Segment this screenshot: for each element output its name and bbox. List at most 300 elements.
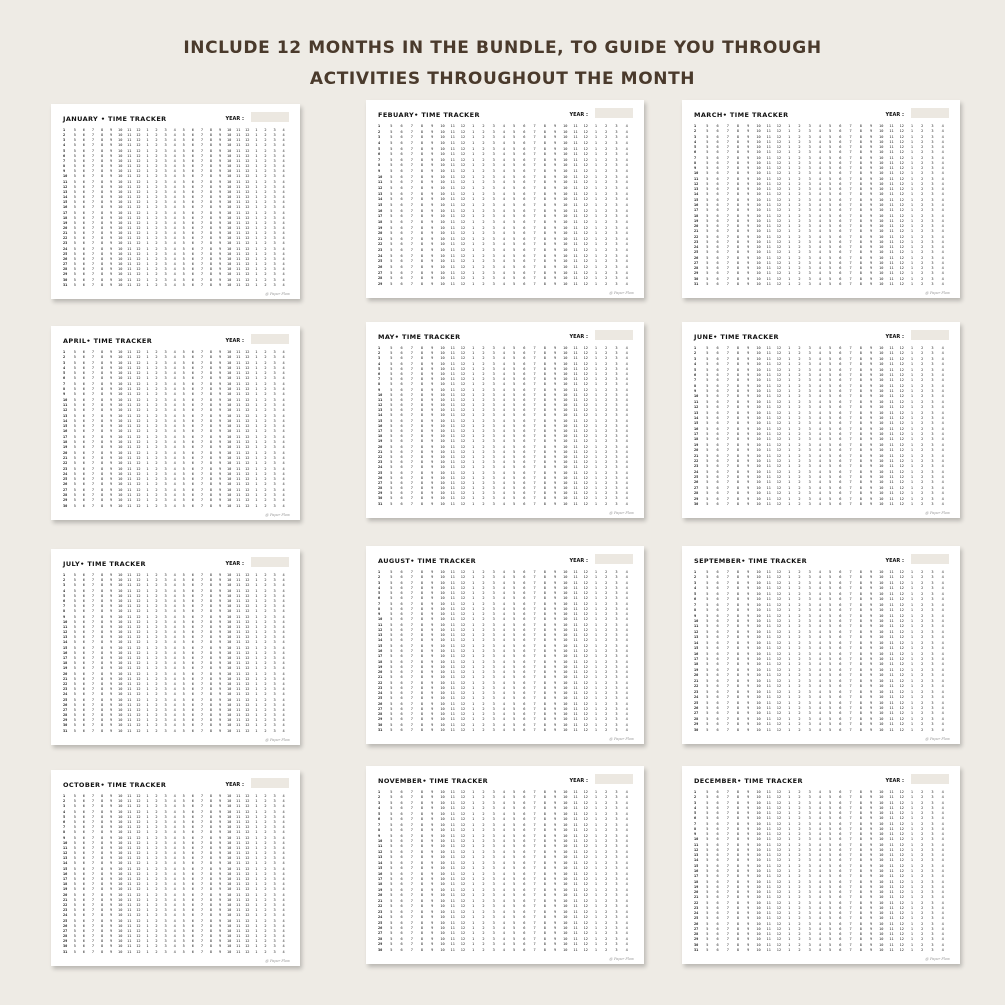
hour-cell[interactable]: 2 <box>798 415 801 420</box>
hour-cell[interactable]: 11 <box>573 214 578 219</box>
hour-cell[interactable]: 6 <box>400 413 403 418</box>
hour-cell[interactable]: 1 <box>146 128 149 132</box>
hour-cell[interactable]: 1 <box>472 444 475 449</box>
hour-cell[interactable]: 7 <box>849 260 852 265</box>
hour-cell[interactable]: 7 <box>533 470 536 475</box>
hour-cell[interactable]: 3 <box>492 423 495 428</box>
hour-cell[interactable]: 8 <box>100 573 104 577</box>
hour-cell[interactable]: 6 <box>839 218 842 223</box>
hour-cell[interactable]: 10 <box>118 387 123 392</box>
hour-cell[interactable]: 8 <box>543 382 546 387</box>
hour-cell[interactable]: 8 <box>736 399 740 404</box>
hour-cell[interactable]: 12 <box>460 135 466 140</box>
hour-cell[interactable]: 9 <box>553 219 557 224</box>
hour-cell[interactable]: 6 <box>191 246 194 251</box>
hour-cell[interactable]: 12 <box>136 392 141 397</box>
hour-cell[interactable]: 12 <box>245 498 250 503</box>
hour-cell[interactable]: 2 <box>482 197 485 202</box>
hour-cell[interactable]: 9 <box>431 236 434 241</box>
hour-cell[interactable]: 3 <box>615 496 618 501</box>
hour-cell[interactable]: 7 <box>200 450 203 455</box>
hour-cell[interactable]: 10 <box>118 408 123 413</box>
hour-cell[interactable]: 10 <box>563 449 568 454</box>
hour-cell[interactable]: 2 <box>921 134 924 139</box>
hour-cell[interactable]: 1 <box>146 573 149 577</box>
hour-cell[interactable]: 7 <box>410 366 413 371</box>
hour-cell[interactable]: 8 <box>543 214 546 219</box>
hour-cell[interactable]: 10 <box>563 276 568 281</box>
hour-cell[interactable]: 9 <box>747 234 750 239</box>
hour-cell[interactable]: 5 <box>73 445 76 450</box>
hour-cell[interactable]: 9 <box>869 432 873 436</box>
hour-cell[interactable]: 4 <box>502 491 505 496</box>
hour-cell[interactable]: 8 <box>543 253 546 258</box>
hour-cell[interactable]: 4 <box>282 583 285 588</box>
hour-cell[interactable]: 11 <box>573 392 578 397</box>
hour-cell[interactable]: 11 <box>236 355 241 360</box>
hour-cell[interactable]: 5 <box>706 129 709 134</box>
hour-cell[interactable]: 12 <box>899 176 904 181</box>
hour-cell[interactable]: 5 <box>706 426 709 431</box>
hour-cell[interactable]: 3 <box>164 413 167 418</box>
hour-cell[interactable]: 2 <box>155 220 158 225</box>
hour-cell[interactable]: 8 <box>209 371 213 376</box>
hour-cell[interactable]: 5 <box>390 377 393 382</box>
hour-cell[interactable]: 11 <box>127 588 132 593</box>
hour-cell[interactable]: 2 <box>921 155 924 160</box>
hour-cell[interactable]: 3 <box>931 501 934 506</box>
hour-cell[interactable]: 7 <box>200 413 203 418</box>
hour-cell[interactable]: 2 <box>798 475 801 479</box>
hour-cell[interactable]: 4 <box>502 361 505 366</box>
hour-cell[interactable]: 4 <box>625 214 628 219</box>
hour-cell[interactable]: 1 <box>910 139 914 144</box>
hour-cell[interactable]: 12 <box>583 208 588 213</box>
hour-cell[interactable]: 12 <box>136 272 141 277</box>
hour-cell[interactable]: 5 <box>73 225 76 230</box>
hour-cell[interactable]: 3 <box>164 246 167 251</box>
hour-cell[interactable]: 11 <box>889 437 894 442</box>
hour-cell[interactable]: 10 <box>756 410 761 415</box>
hour-cell[interactable]: 8 <box>859 202 862 207</box>
hour-cell[interactable]: 12 <box>245 578 250 583</box>
hour-cell[interactable]: 7 <box>533 236 536 241</box>
hour-cell[interactable]: 7 <box>91 593 95 598</box>
hour-cell[interactable]: 5 <box>706 437 709 442</box>
hour-cell[interactable]: 6 <box>839 266 842 271</box>
hour-cell[interactable]: 2 <box>798 124 801 128</box>
hour-cell[interactable]: 9 <box>869 160 873 165</box>
hour-cell[interactable]: 1 <box>146 277 149 282</box>
hour-cell[interactable]: 8 <box>736 480 740 485</box>
hour-cell[interactable]: 2 <box>264 148 267 153</box>
hour-cell[interactable]: 2 <box>155 482 158 487</box>
hour-cell[interactable]: 9 <box>553 225 557 230</box>
hour-cell[interactable]: 12 <box>460 454 466 459</box>
hour-cell[interactable]: 1 <box>472 470 475 475</box>
hour-cell[interactable]: 12 <box>899 197 904 202</box>
hour-cell[interactable]: 1 <box>910 266 914 271</box>
hour-cell[interactable]: 1 <box>146 593 149 598</box>
hour-cell[interactable]: 4 <box>502 152 505 157</box>
hour-cell[interactable]: 2 <box>482 346 485 350</box>
hour-cell[interactable]: 9 <box>747 432 750 436</box>
hour-cell[interactable]: 9 <box>553 371 557 376</box>
hour-cell[interactable]: 11 <box>127 381 132 386</box>
hour-cell[interactable]: 9 <box>431 465 434 470</box>
hour-cell[interactable]: 7 <box>726 234 729 239</box>
hour-cell[interactable]: 5 <box>706 367 709 372</box>
hour-cell[interactable]: 1 <box>472 397 475 402</box>
hour-cell[interactable]: 12 <box>776 276 782 281</box>
hour-cell[interactable]: 12 <box>899 453 904 458</box>
hour-cell[interactable]: 2 <box>798 171 801 176</box>
hour-cell[interactable]: 11 <box>450 460 455 465</box>
hour-cell[interactable]: 5 <box>829 139 832 144</box>
hour-cell[interactable]: 6 <box>716 160 719 165</box>
hour-cell[interactable]: 5 <box>73 381 76 386</box>
hour-cell[interactable]: 3 <box>615 460 618 465</box>
hour-cell[interactable]: 2 <box>264 424 267 429</box>
hour-cell[interactable]: 2 <box>798 453 801 458</box>
hour-cell[interactable]: 8 <box>543 157 546 162</box>
hour-cell[interactable]: 9 <box>553 454 557 459</box>
hour-cell[interactable]: 4 <box>941 234 944 239</box>
hour-cell[interactable]: 2 <box>155 477 158 482</box>
hour-cell[interactable]: 12 <box>776 181 782 186</box>
hour-cell[interactable]: 3 <box>164 445 167 450</box>
hour-cell[interactable]: 12 <box>245 392 250 397</box>
hour-cell[interactable]: 1 <box>255 262 258 267</box>
hour-cell[interactable]: 2 <box>264 471 267 476</box>
hour-cell[interactable]: 6 <box>191 402 194 407</box>
hour-cell[interactable]: 5 <box>706 469 709 474</box>
hour-cell[interactable]: 7 <box>410 259 413 264</box>
hour-cell[interactable]: 5 <box>829 234 832 239</box>
hour-cell[interactable]: 2 <box>605 361 608 366</box>
hour-cell[interactable]: 10 <box>879 405 884 410</box>
hour-cell[interactable]: 8 <box>100 225 104 230</box>
hour-cell[interactable]: 4 <box>173 272 176 277</box>
hour-cell[interactable]: 4 <box>625 371 628 376</box>
hour-cell[interactable]: 1 <box>255 277 258 282</box>
hour-cell[interactable]: 8 <box>420 439 424 444</box>
hour-cell[interactable]: 7 <box>726 224 729 229</box>
hour-cell[interactable]: 7 <box>200 205 203 210</box>
hour-cell[interactable]: 9 <box>553 129 557 134</box>
hour-cell[interactable]: 12 <box>583 408 588 413</box>
hour-cell[interactable]: 1 <box>788 458 791 463</box>
hour-cell[interactable]: 2 <box>798 271 801 276</box>
hour-cell[interactable]: 2 <box>155 200 158 205</box>
hour-cell[interactable]: 3 <box>164 225 167 230</box>
hour-cell[interactable]: 4 <box>941 464 944 469</box>
hour-cell[interactable]: 5 <box>829 229 832 234</box>
hour-cell[interactable]: 8 <box>859 281 862 286</box>
hour-cell[interactable]: 2 <box>921 448 924 453</box>
hour-cell[interactable]: 10 <box>440 475 445 480</box>
hour-cell[interactable]: 2 <box>605 454 608 459</box>
hour-cell[interactable]: 3 <box>615 444 618 449</box>
hour-cell[interactable]: 4 <box>502 129 505 134</box>
hour-cell[interactable]: 12 <box>136 588 141 593</box>
hour-cell[interactable]: 10 <box>563 219 568 224</box>
hour-cell[interactable]: 1 <box>910 351 914 356</box>
hour-cell[interactable]: 1 <box>594 454 598 459</box>
hour-cell[interactable]: 9 <box>869 356 873 361</box>
hour-cell[interactable]: 8 <box>209 392 213 397</box>
hour-cell[interactable]: 2 <box>482 387 485 392</box>
hour-cell[interactable]: 2 <box>482 265 485 270</box>
hour-cell[interactable]: 6 <box>716 202 719 207</box>
hour-cell[interactable]: 9 <box>553 444 557 449</box>
hour-cell[interactable]: 10 <box>563 270 568 275</box>
hour-cell[interactable]: 6 <box>839 426 842 431</box>
hour-cell[interactable]: 12 <box>136 609 141 614</box>
hour-cell[interactable]: 5 <box>513 135 516 140</box>
hour-cell[interactable]: 2 <box>482 157 485 162</box>
hour-cell[interactable]: 7 <box>410 423 413 428</box>
hour-cell[interactable]: 4 <box>502 265 505 270</box>
hour-cell[interactable]: 8 <box>100 174 104 179</box>
hour-cell[interactable]: 6 <box>191 282 194 287</box>
hour-cell[interactable]: 10 <box>226 573 232 577</box>
hour-cell[interactable]: 7 <box>91 262 95 267</box>
hour-cell[interactable]: 3 <box>164 487 167 492</box>
hour-cell[interactable]: 10 <box>879 356 884 361</box>
hour-cell[interactable]: 5 <box>513 351 516 356</box>
hour-cell[interactable]: 2 <box>155 262 158 267</box>
hour-cell[interactable]: 7 <box>200 424 203 429</box>
hour-cell[interactable]: 7 <box>726 160 729 165</box>
hour-cell[interactable]: 1 <box>146 450 149 455</box>
hour-cell[interactable]: 6 <box>82 598 85 603</box>
hour-cell[interactable]: 1 <box>788 362 791 367</box>
hour-cell[interactable]: 7 <box>533 253 536 258</box>
hour-cell[interactable]: 6 <box>82 429 85 434</box>
hour-cell[interactable]: 2 <box>155 614 158 619</box>
hour-cell[interactable]: 11 <box>236 466 241 471</box>
hour-cell[interactable]: 4 <box>502 186 505 191</box>
hour-cell[interactable]: 8 <box>859 415 862 420</box>
hour-cell[interactable]: 1 <box>255 371 258 376</box>
hour-cell[interactable]: 5 <box>829 410 832 415</box>
hour-cell[interactable]: 11 <box>236 205 241 210</box>
hour-cell[interactable]: 4 <box>818 356 821 361</box>
hour-cell[interactable]: 4 <box>173 466 176 471</box>
hour-cell[interactable]: 3 <box>273 434 276 439</box>
hour-cell[interactable]: 5 <box>182 578 185 583</box>
hour-cell[interactable]: 11 <box>573 140 578 145</box>
hour-cell[interactable]: 12 <box>899 389 904 393</box>
hour-cell[interactable]: 6 <box>191 148 194 153</box>
hour-cell[interactable]: 7 <box>410 454 413 459</box>
hour-cell[interactable]: 5 <box>513 480 516 485</box>
hour-cell[interactable]: 9 <box>553 429 557 433</box>
hour-cell[interactable]: 7 <box>200 429 203 434</box>
hour-cell[interactable]: 1 <box>472 225 475 230</box>
hour-cell[interactable]: 8 <box>209 350 213 354</box>
hour-cell[interactable]: 11 <box>127 424 132 429</box>
hour-cell[interactable]: 1 <box>910 229 914 234</box>
hour-cell[interactable]: 4 <box>818 346 821 350</box>
hour-cell[interactable]: 10 <box>226 169 232 174</box>
hour-cell[interactable]: 8 <box>420 356 424 361</box>
hour-cell[interactable]: 11 <box>450 202 455 207</box>
hour-cell[interactable]: 1 <box>472 231 475 236</box>
hour-cell[interactable]: 11 <box>766 469 771 474</box>
hour-cell[interactable]: 7 <box>533 454 536 459</box>
hour-cell[interactable]: 9 <box>869 367 873 372</box>
hour-cell[interactable]: 2 <box>605 253 608 258</box>
hour-cell[interactable]: 8 <box>420 444 424 449</box>
hour-cell[interactable]: 1 <box>910 491 914 496</box>
hour-cell[interactable]: 10 <box>118 355 123 360</box>
hour-cell[interactable]: 3 <box>931 356 934 361</box>
hour-cell[interactable]: 9 <box>110 493 113 498</box>
hour-cell[interactable]: 12 <box>245 246 250 251</box>
hour-cell[interactable]: 4 <box>941 432 944 436</box>
hour-cell[interactable]: 8 <box>209 195 213 200</box>
hour-cell[interactable]: 12 <box>776 426 782 431</box>
hour-cell[interactable]: 12 <box>245 350 250 354</box>
hour-cell[interactable]: 10 <box>226 225 232 230</box>
hour-cell[interactable]: 2 <box>605 356 608 361</box>
hour-cell[interactable]: 7 <box>200 466 203 471</box>
hour-cell[interactable]: 10 <box>756 145 761 150</box>
hour-cell[interactable]: 7 <box>91 461 95 466</box>
hour-cell[interactable]: 7 <box>533 214 536 219</box>
hour-cell[interactable]: 9 <box>553 197 557 202</box>
hour-cell[interactable]: 7 <box>200 498 203 503</box>
hour-cell[interactable]: 11 <box>573 231 578 236</box>
hour-cell[interactable]: 5 <box>829 208 832 213</box>
hour-cell[interactable]: 12 <box>460 124 466 128</box>
hour-cell[interactable]: 9 <box>553 231 557 236</box>
hour-cell[interactable]: 5 <box>706 171 709 176</box>
hour-cell[interactable]: 6 <box>400 439 403 444</box>
hour-cell[interactable]: 5 <box>182 143 185 148</box>
hour-cell[interactable]: 4 <box>818 383 821 388</box>
hour-cell[interactable]: 10 <box>563 423 568 428</box>
hour-cell[interactable]: 2 <box>155 440 158 445</box>
hour-cell[interactable]: 4 <box>282 573 285 577</box>
hour-cell[interactable]: 2 <box>921 394 924 399</box>
hour-cell[interactable]: 10 <box>756 234 761 239</box>
hour-cell[interactable]: 3 <box>808 197 811 202</box>
hour-cell[interactable]: 3 <box>164 440 167 445</box>
hour-cell[interactable]: 8 <box>736 224 740 229</box>
hour-cell[interactable]: 10 <box>879 197 884 202</box>
hour-cell[interactable]: 8 <box>420 242 424 247</box>
hour-cell[interactable]: 5 <box>182 440 185 445</box>
hour-cell[interactable]: 8 <box>736 464 740 469</box>
hour-cell[interactable]: 11 <box>766 150 771 155</box>
hour-cell[interactable]: 3 <box>164 350 167 354</box>
hour-cell[interactable]: 9 <box>553 281 557 286</box>
hour-cell[interactable]: 8 <box>100 179 104 184</box>
hour-cell[interactable]: 7 <box>200 487 203 492</box>
hour-cell[interactable]: 4 <box>282 593 285 598</box>
hour-cell[interactable]: 10 <box>226 392 232 397</box>
hour-cell[interactable]: 12 <box>460 392 466 397</box>
hour-cell[interactable]: 2 <box>155 573 158 577</box>
hour-cell[interactable]: 12 <box>899 224 904 229</box>
hour-cell[interactable]: 9 <box>110 573 113 577</box>
hour-cell[interactable]: 6 <box>191 487 194 492</box>
hour-cell[interactable]: 1 <box>146 598 149 603</box>
hour-cell[interactable]: 5 <box>390 356 393 361</box>
hour-cell[interactable]: 12 <box>136 418 141 423</box>
hour-cell[interactable]: 1 <box>910 372 914 377</box>
hour-cell[interactable]: 10 <box>440 439 445 444</box>
hour-cell[interactable]: 11 <box>450 496 455 501</box>
hour-cell[interactable]: 6 <box>82 604 85 609</box>
hour-cell[interactable]: 9 <box>431 242 434 247</box>
hour-cell[interactable]: 11 <box>127 350 132 354</box>
hour-cell[interactable]: 6 <box>839 475 842 479</box>
hour-cell[interactable]: 12 <box>776 437 782 442</box>
hour-cell[interactable]: 7 <box>533 371 536 376</box>
hour-cell[interactable]: 9 <box>747 405 750 410</box>
hour-cell[interactable]: 10 <box>563 361 568 366</box>
hour-cell[interactable]: 7 <box>726 245 729 250</box>
hour-cell[interactable]: 7 <box>726 432 729 436</box>
hour-cell[interactable]: 4 <box>173 128 176 132</box>
hour-cell[interactable]: 5 <box>390 157 393 162</box>
hour-cell[interactable]: 10 <box>440 346 445 350</box>
hour-cell[interactable]: 4 <box>818 378 821 383</box>
hour-cell[interactable]: 8 <box>420 418 424 423</box>
hour-cell[interactable]: 8 <box>859 245 862 250</box>
hour-cell[interactable]: 11 <box>450 366 455 371</box>
hour-cell[interactable]: 9 <box>553 403 557 408</box>
hour-cell[interactable]: 1 <box>788 124 791 128</box>
hour-cell[interactable]: 8 <box>859 171 862 176</box>
hour-cell[interactable]: 4 <box>282 179 285 184</box>
hour-cell[interactable]: 9 <box>553 486 557 491</box>
hour-cell[interactable]: 10 <box>118 376 123 381</box>
hour-cell[interactable]: 2 <box>798 426 801 431</box>
hour-cell[interactable]: 9 <box>553 191 557 196</box>
hour-cell[interactable]: 4 <box>502 480 505 485</box>
hour-cell[interactable]: 9 <box>869 394 873 399</box>
hour-cell[interactable]: 1 <box>146 397 149 402</box>
hour-cell[interactable]: 7 <box>91 397 95 402</box>
hour-cell[interactable]: 5 <box>829 245 832 250</box>
hour-cell[interactable]: 8 <box>736 139 740 144</box>
hour-cell[interactable]: 8 <box>209 365 213 370</box>
hour-cell[interactable]: 5 <box>182 267 185 272</box>
hour-cell[interactable]: 1 <box>255 272 258 277</box>
hour-cell[interactable]: 9 <box>110 128 113 132</box>
hour-cell[interactable]: 12 <box>583 259 588 264</box>
hour-cell[interactable]: 6 <box>191 174 194 179</box>
hour-cell[interactable]: 3 <box>931 124 934 128</box>
hour-cell[interactable]: 1 <box>472 236 475 241</box>
hour-cell[interactable]: 7 <box>726 134 729 139</box>
hour-cell[interactable]: 12 <box>899 181 904 186</box>
hour-cell[interactable]: 9 <box>431 163 434 168</box>
hour-cell[interactable]: 9 <box>110 215 113 220</box>
hour-cell[interactable]: 11 <box>236 195 241 200</box>
hour-cell[interactable]: 10 <box>879 346 884 350</box>
hour-cell[interactable]: 8 <box>543 163 546 168</box>
hour-cell[interactable]: 1 <box>788 410 791 415</box>
hour-cell[interactable]: 4 <box>625 356 628 361</box>
hour-cell[interactable]: 9 <box>110 236 113 241</box>
hour-cell[interactable]: 8 <box>100 408 104 413</box>
